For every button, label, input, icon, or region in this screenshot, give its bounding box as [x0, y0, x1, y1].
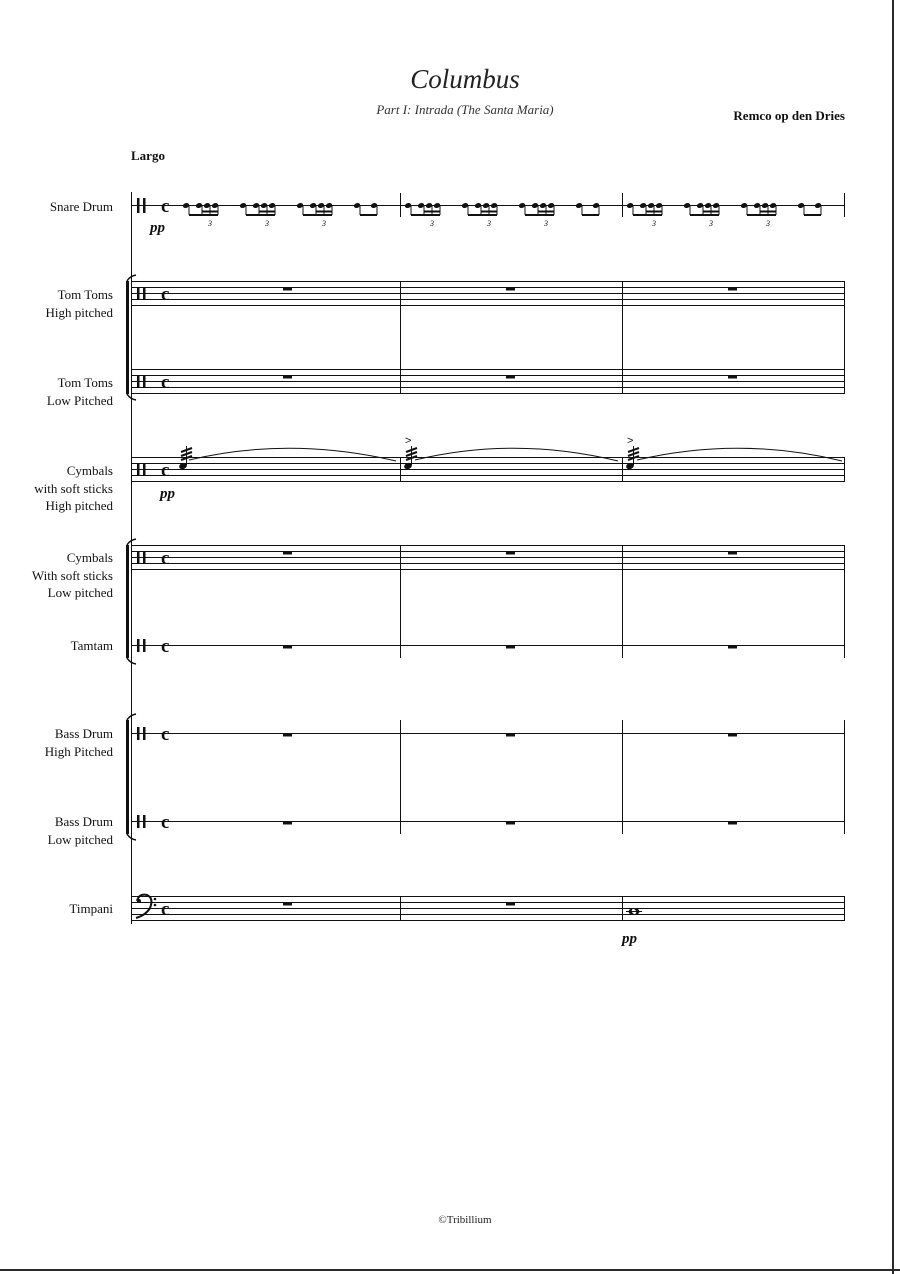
whole-rest — [283, 288, 292, 291]
dynamic-marking: pp — [160, 486, 175, 502]
whole-rest — [283, 376, 292, 379]
dynamic-marking: pp — [150, 220, 165, 236]
cymbals-low-staff — [131, 546, 845, 570]
instrument-label-line: Timpani — [69, 901, 113, 916]
tuplet-number: 3 — [652, 219, 656, 228]
whole-rest — [283, 552, 292, 555]
tuplet-number: 3 — [487, 219, 491, 228]
whole-rest — [506, 646, 515, 649]
tremolo-note — [178, 446, 192, 470]
whole-rest — [283, 734, 292, 737]
tuplet-number: 3 — [322, 219, 326, 228]
instrument-label-line: Tom Toms — [57, 287, 113, 302]
time-signature: c — [161, 636, 170, 657]
whole-rest — [506, 552, 515, 555]
score-title: Columbus — [410, 64, 520, 94]
tie — [189, 448, 396, 461]
tremolo-note — [625, 435, 639, 470]
whole-rest — [728, 646, 737, 649]
whole-rest — [728, 288, 737, 291]
whole-rest — [506, 376, 515, 379]
tuplet-number: 3 — [265, 219, 269, 228]
whole-rest — [728, 734, 737, 737]
whole-rest — [506, 822, 515, 825]
instrument-label-line: Bass Drum — [54, 814, 113, 829]
instrument-label-line: with soft sticks — [34, 480, 113, 496]
tuplet-number: 3 — [430, 219, 434, 228]
snare-rhythm — [182, 202, 822, 228]
tie — [637, 448, 842, 461]
time-signature: c — [161, 196, 170, 217]
tamtam-staff — [131, 639, 845, 652]
instrument-label-line: Low pitched — [47, 585, 113, 600]
time-signature: c — [161, 812, 170, 833]
svg-text:>: > — [405, 435, 412, 447]
cymbals-high-staff — [131, 435, 845, 482]
composer-name: Remco op den Dries — [733, 108, 845, 123]
whole-rest — [728, 376, 737, 379]
time-signature: c — [161, 899, 170, 920]
time-signature: c — [161, 372, 170, 393]
whole-rest — [283, 903, 292, 906]
instrument-label-line: Low pitched — [47, 831, 113, 847]
whole-rest — [283, 646, 292, 649]
tuplet-number: 3 — [544, 219, 548, 228]
instrument-label-line: Snare Drum — [49, 199, 113, 214]
instrument-label-line: Bass Drum — [54, 726, 113, 741]
tuplet-number: 3 — [709, 219, 713, 228]
time-signature: c — [161, 548, 170, 569]
instrument-label-line: Tom Toms — [57, 375, 113, 390]
instrument-label-line: Cymbals — [66, 463, 113, 478]
whole-rest — [728, 822, 737, 825]
whole-rest — [506, 903, 515, 906]
tie — [415, 448, 618, 461]
instrument-label-line: With soft sticks — [31, 567, 113, 583]
dynamic-marking: pp — [622, 931, 637, 947]
instrument-label-line: Tamtam — [70, 638, 113, 653]
score-subtitle: Part I: Intrada (The Santa Maria) — [376, 102, 554, 117]
whole-rest — [506, 288, 515, 291]
tempo-marking: Largo — [131, 148, 165, 163]
timpani-staff — [131, 895, 845, 921]
instrument-label-line: Cymbals — [66, 550, 113, 565]
instrument-label-line: High pitched — [45, 304, 113, 320]
instrument-label-line: Low Pitched — [46, 392, 113, 408]
tuplet-number: 3 — [208, 219, 212, 228]
tuplet-number: 3 — [766, 219, 770, 228]
time-signature: c — [161, 724, 170, 745]
whole-rest — [283, 822, 292, 825]
time-signature: c — [161, 284, 170, 305]
whole-rest — [728, 552, 737, 555]
bass-drum-high-staff — [131, 727, 845, 740]
tremolo-note — [403, 435, 417, 470]
whole-rest — [506, 734, 515, 737]
tom-toms-low-staff — [131, 370, 845, 394]
instrument-label-line: High Pitched — [44, 743, 113, 759]
time-signature: c — [161, 460, 170, 481]
svg-text:>: > — [627, 435, 634, 447]
copyright-notice: ©Tribillium — [438, 1214, 492, 1226]
tom-toms-high-staff — [131, 282, 845, 306]
instrument-label-line: High pitched — [45, 498, 113, 513]
bass-drum-low-staff — [131, 815, 845, 828]
